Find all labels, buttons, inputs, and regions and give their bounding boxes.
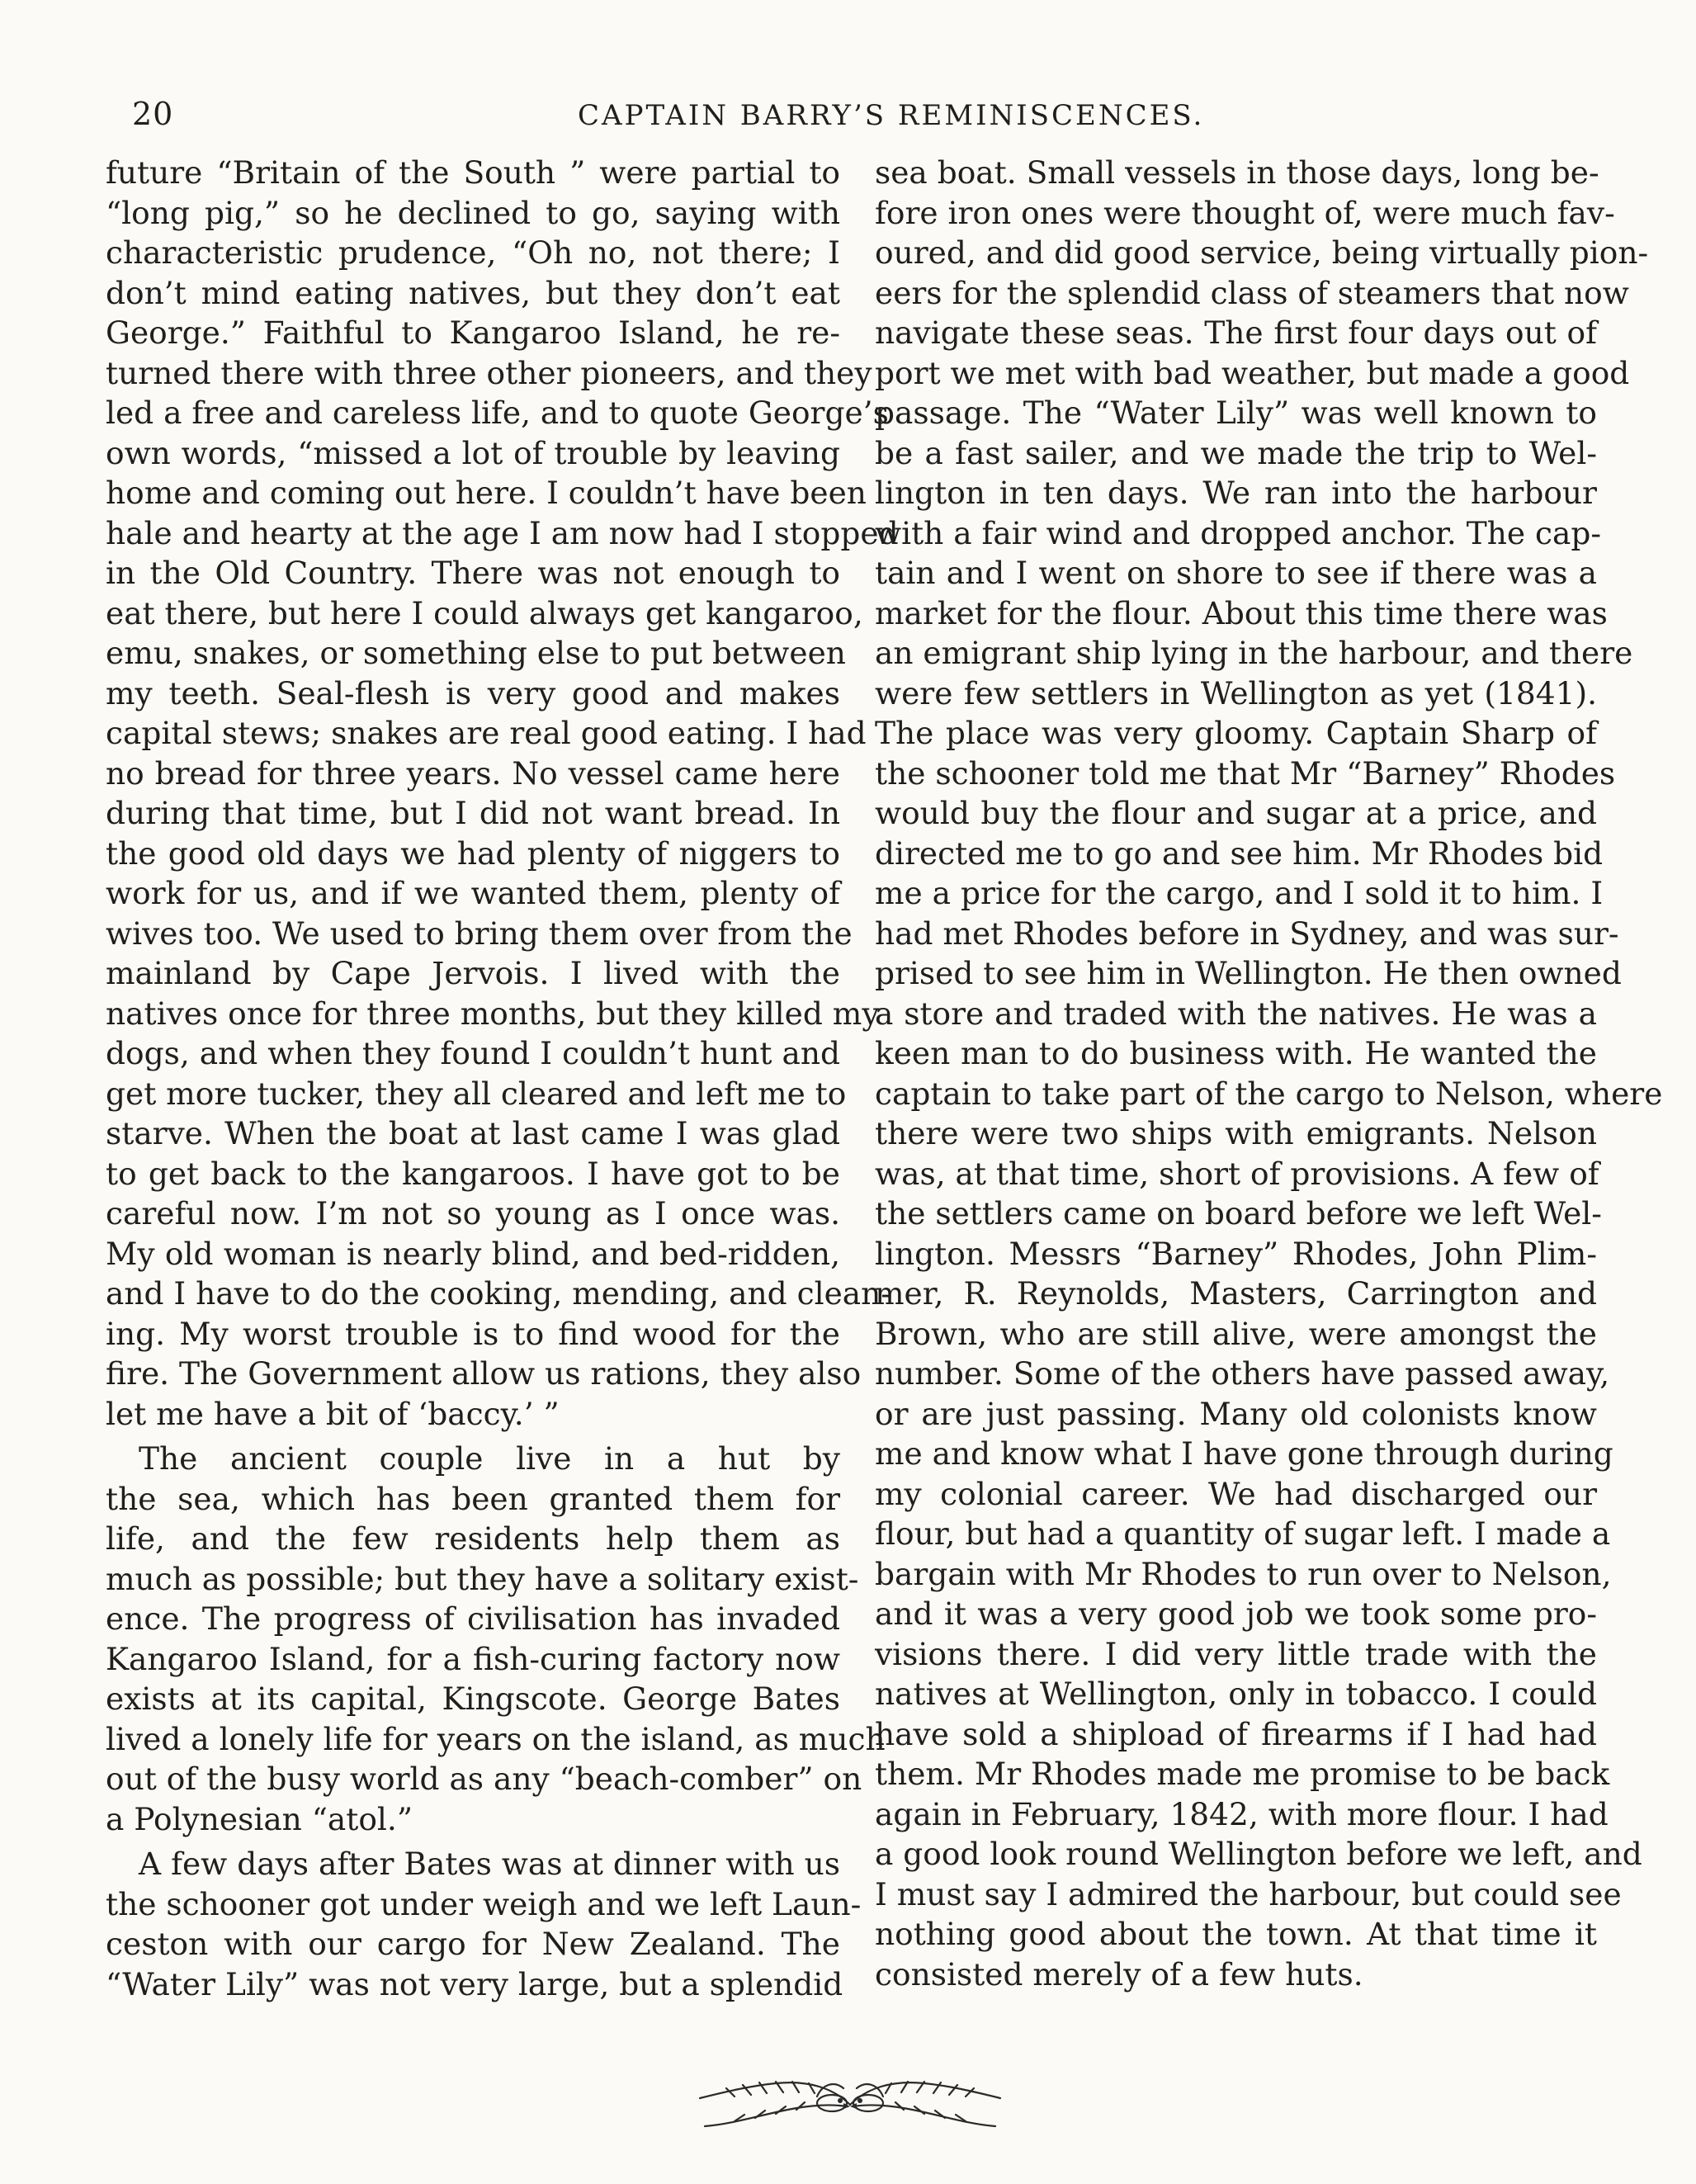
text-line: and I have to do the cooking, mending, and clean- <box>106 1275 891 1312</box>
text-line: nothing good about the town. At that time it <box>875 1916 1597 1952</box>
text-line: lived a lonely life for years on the island, as much <box>106 1720 886 1757</box>
text-line: me a price for the cargo, and I sold it to him. I <box>875 875 1604 911</box>
text-line: again in February, 1842, with more flour. I had <box>875 1795 1609 1832</box>
text-line: characteristic prudence, “Oh no, not there; I <box>106 234 840 271</box>
text-line: oured, and did good service, being virtually pion- <box>875 234 1649 271</box>
text-line: eers for the splendid class of steamers that now <box>875 274 1629 311</box>
text-line: own words, “missed a lot of trouble by leaving <box>106 434 840 471</box>
text-line: to get back to the kangaroos. I have got to be <box>106 1155 840 1192</box>
text-line: led a free and careless life, and to quote George’s <box>106 395 889 431</box>
text-line: with a fair wind and dropped anchor. The cap- <box>875 514 1602 551</box>
text-line: exists at its capital, Kingscote. George Bates <box>106 1681 840 1717</box>
text-line: get more tucker, they all cleared and left me to <box>106 1075 847 1112</box>
text-line: natives at Wellington, only in tobacco. I could <box>875 1676 1597 1712</box>
text-line: “long pig,” so he declined to go, saying with <box>106 194 840 231</box>
text-line: fore iron ones were thought of, were much fav- <box>875 194 1615 231</box>
text-line: bargain with Mr Rhodes to run over to Nelson, <box>875 1555 1612 1592</box>
text-line: the schooner got under weigh and we left Laun- <box>106 1885 862 1922</box>
text-line: home and coming out here. I couldn’t have been <box>106 475 867 511</box>
swallows-ornament-icon <box>693 2055 1007 2134</box>
text-line: starve. When the boat at last came I was glad <box>106 1115 840 1151</box>
text-line: emu, snakes, or something else to put between <box>106 635 846 671</box>
text-line: prised to see him in Wellington. He then owned <box>875 955 1622 991</box>
text-line: an emigrant ship lying in the harbour, and there <box>875 635 1633 671</box>
text-line: captain to take part of the cargo to Nelson, where <box>875 1075 1663 1112</box>
page-number: 20 <box>132 96 174 132</box>
text-line: A few days after Bates was at dinner with us <box>139 1846 840 1882</box>
text-line: hale and hearty at the age I am now had I stopped <box>106 514 899 551</box>
text-line: sea boat. Small vessels in those days, long be- <box>875 154 1599 191</box>
text-line: keen man to do business with. He wanted the <box>875 1035 1597 1071</box>
text-line: port we met with bad weather, but made a good <box>875 354 1630 391</box>
text-line: the good old days we had plenty of niggers to <box>106 834 840 872</box>
text-line: mainland by Cape Jervois. I lived with the <box>106 955 840 991</box>
text-line: The ancient couple live in a hut by <box>139 1440 840 1477</box>
text-line: was, at that time, short of provisions. A few of <box>875 1155 1599 1192</box>
text-line: consisted merely of a few huts. <box>875 1955 1363 1993</box>
text-line: eat there, but here I could always get kangaroo, <box>106 594 863 631</box>
text-line: lington in ten days. We ran into the harbour <box>875 475 1597 511</box>
text-line: flour, but had a quantity of sugar left. I made a <box>875 1515 1611 1552</box>
text-line: would buy the flour and sugar at a price, and <box>875 795 1597 831</box>
text-line: work for us, and if we wanted them, plenty of <box>106 875 840 911</box>
text-line: them. Mr Rhodes made me promise to be back <box>875 1756 1610 1792</box>
text-line: and it was a very good job we took some pro- <box>875 1595 1597 1632</box>
text-line: be a fast sailer, and we made the trip to Wel- <box>875 434 1597 471</box>
text-line: life, and the few residents help them as <box>106 1520 840 1557</box>
right-column <box>875 153 1663 1994</box>
text-line: the settlers came on board before we left Wel- <box>875 1195 1602 1231</box>
left-column <box>106 153 899 2004</box>
text-line: the schooner told me that Mr “Barney” Rhodes <box>875 754 1616 792</box>
text-line: have sold a shipload of firearms if I had had <box>875 1715 1597 1752</box>
text-line: my teeth. Seal-flesh is very good and makes <box>106 674 840 711</box>
text-line: out of the busy world as any “beach-comber” on <box>106 1761 862 1797</box>
text-line: a Polynesian “atol.” <box>106 1800 413 1837</box>
text-line: turned there with three other pioneers, and they <box>106 354 872 391</box>
text-line: in the Old Country. There was not enough to <box>106 555 840 591</box>
text-line: don’t mind eating natives, but they don’t eat <box>106 274 840 311</box>
text-line: my colonial career. We had discharged our <box>875 1475 1597 1512</box>
text-line: passage. The “Water Lily” was well known to <box>875 395 1597 431</box>
text-line: The place was very gloomy. Captain Sharp of <box>875 715 1597 751</box>
text-line: “Water Lily” was not very large, but a splendid <box>106 1965 843 2002</box>
text-line: Kangaroo Island, for a fish-curing factory now <box>106 1640 840 1677</box>
text-line: natives once for three months, but they killed my <box>106 995 880 1032</box>
text-line: the sea, which has been granted them for <box>106 1480 840 1517</box>
text-line: let me have a bit of ‘baccy.’ ” <box>106 1395 560 1432</box>
text-line: Brown, who are still alive, were amongst the <box>875 1315 1597 1352</box>
text-line: mer, R. Reynolds, Masters, Carrington and <box>875 1275 1597 1312</box>
text-line: George.” Faithful to Kangaroo Island, he re- <box>106 314 840 351</box>
text-line: visions there. I did very little trade with the <box>875 1635 1597 1672</box>
text-line: during that time, but I did not want bread. In <box>106 795 840 831</box>
running-title: CAPTAIN BARRY’S REMINISCENCES. <box>578 99 1205 132</box>
text-line: dogs, and when they found I couldn’t hunt and <box>106 1035 840 1071</box>
text-line: much as possible; but they have a solitary exist- <box>106 1560 859 1597</box>
text-line: a store and traded with the natives. He was a <box>875 995 1597 1032</box>
text-line: there were two ships with emigrants. Nelson <box>875 1115 1597 1151</box>
text-line: navigate these seas. The first four days out of <box>875 314 1597 351</box>
text-line: ing. My worst trouble is to find wood for the <box>106 1315 840 1352</box>
text-line: me and know what I have gone through during <box>875 1435 1613 1472</box>
text-line: directed me to go and see him. Mr Rhodes bid <box>875 834 1604 872</box>
text-line: lington. Messrs “Barney” Rhodes, John Plim- <box>875 1235 1597 1272</box>
text-line: My old woman is nearly blind, and bed-ridden, <box>106 1235 840 1272</box>
text-line: wives too. We used to bring them over from the <box>106 915 853 952</box>
text-line: ence. The progress of civilisation has invaded <box>106 1600 840 1637</box>
text-line: capital stews; snakes are real good eating. I had <box>106 715 867 751</box>
text-line: future “Britain of the South ” were partial to <box>106 154 840 191</box>
text-line: were few settlers in Wellington as yet (1841). <box>875 674 1597 711</box>
text-line: no bread for three years. No vessel came here <box>106 754 840 792</box>
text-line: number. Some of the others have passed away, <box>875 1355 1610 1392</box>
text-line: I must say I admired the harbour, but could see <box>875 1875 1622 1912</box>
text-line: fire. The Government allow us rations, they also <box>106 1355 862 1392</box>
text-line: ceston with our cargo for New Zealand. The <box>106 1926 840 1962</box>
text-line: careful now. I’m not so young as I once was. <box>106 1195 840 1231</box>
text-line: had met Rhodes before in Sydney, and was sur- <box>875 915 1619 952</box>
text-line: a good look round Wellington before we left, and <box>875 1836 1642 1872</box>
text-line: tain and I went on shore to see if there was a <box>875 555 1597 591</box>
running-head <box>0 89 1696 139</box>
text-line: market for the flour. About this time there was <box>875 594 1608 631</box>
text-line: or are just passing. Many old colonists know <box>875 1395 1597 1432</box>
